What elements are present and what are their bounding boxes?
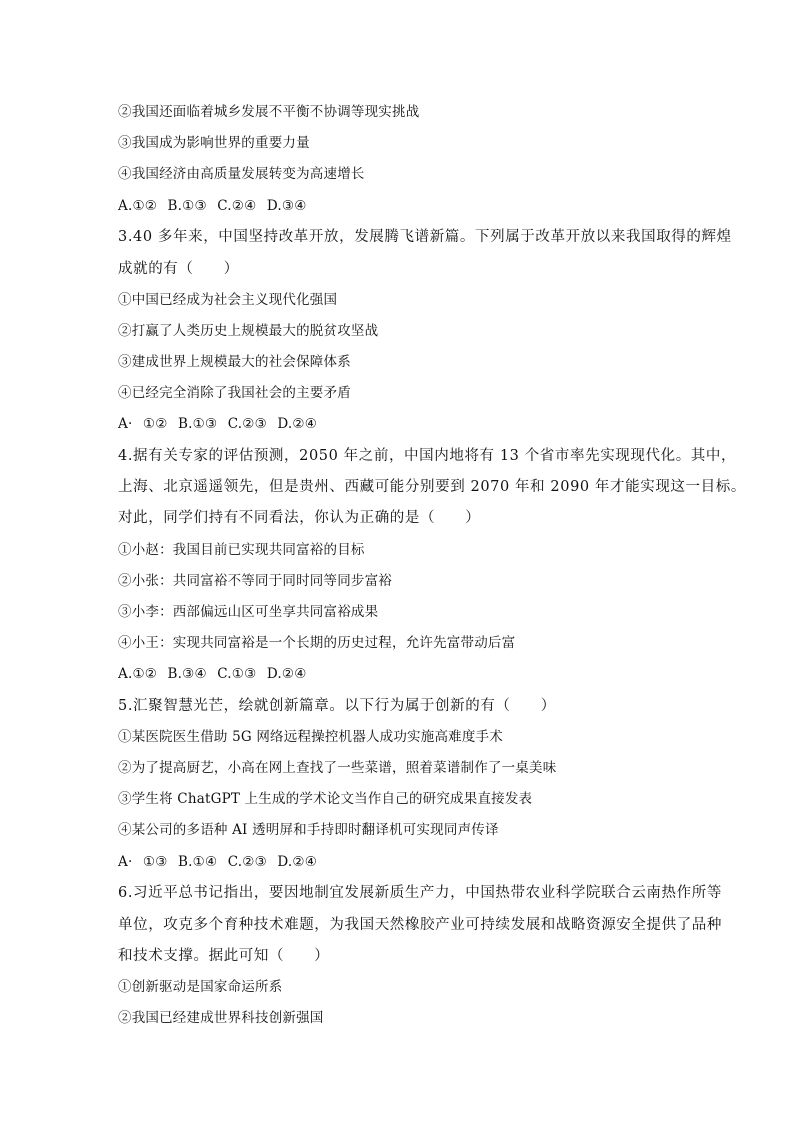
option-line: ①创新驱动是国家命运所系 — [118, 979, 283, 995]
option-line: ②小张：共同富裕不等同于同时同等同步富裕 — [118, 573, 392, 589]
option-line: ①中国已经成为社会主义现代化强国 — [118, 292, 338, 308]
question-stem-3-cont: 成就的有（ ） — [118, 261, 239, 277]
question-stem-6: 6.习近平总书记指出，要因地制宜发展新质生产力，中国热带农业科学院联合云南热作所等 — [118, 885, 722, 901]
option-line: ③学生将 ChatGPT 上生成的学术论文当作自己的研究成果直接发表 — [118, 791, 533, 807]
question-stem-5: 5.汇聚智慧光芒，绘就创新篇章。以下行为属于创新的有（ ） — [118, 698, 556, 714]
option-line: ②打赢了人类历史上规模最大的脱贫攻坚战 — [118, 323, 379, 339]
question-stem-4-cont: 上海、北京遥遥领先，但是贵州、西藏可能分别要到 2070 年和 2090 年才能实现这一目标。 — [118, 479, 746, 495]
option-line: ③建成世界上规模最大的社会保障体系 — [118, 354, 351, 370]
option-line: ①小赵：我国目前已实现共同富裕的目标 — [118, 542, 365, 558]
option-line: ④我国经济由高质量发展转变为高速增长 — [118, 166, 365, 182]
question-stem-6-cont: 单位，攻克多个育种技术难题，为我国天然橡胶产业可持续发展和战略资源安全提供了品种 — [118, 917, 722, 933]
question-stem-6-cont: 和技术支撑。据此可知（ ） — [118, 948, 330, 964]
option-line: ③我国成为影响世界的重要力量 — [118, 135, 310, 151]
option-line: ④小王：实现共同富裕是一个长期的历史过程，允许先富带动后富 — [118, 635, 516, 651]
question-stem-4-cont: 对此，同学们持有不同看法，你认为正确的是（ ） — [118, 510, 481, 526]
option-line: ③小李：西部偏远山区可坐享共同富裕成果 — [118, 604, 379, 620]
option-line: ②为了提高厨艺，小高在网上查找了一些菜谱，照着菜谱制作了一桌美味 — [118, 760, 557, 776]
option-line: ②我国还面临着城乡发展不平衡不协调等现实挑战 — [118, 104, 420, 120]
answer-choices: A.①② B.③④ C.①③ D.②④ — [118, 666, 307, 682]
answer-choices: A.①② B.①③ C.②④ D.③④ — [118, 198, 307, 214]
option-line: ①某医院医生借助 5G 网络远程操控机器人成功实施高难度手术 — [118, 729, 503, 745]
option-line: ④已经完全消除了我国社会的主要矛盾 — [118, 385, 351, 401]
option-line: ②我国已经建成世界科技创新强国 — [118, 1010, 324, 1026]
answer-choices: A· ①② B.①③ C.②③ D.②④ — [118, 416, 318, 432]
option-line: ④某公司的多语种 AI 透明屏和手持即时翻译机可实现同声传译 — [118, 822, 499, 838]
question-stem-4: 4.据有关专家的评估预测，2050 年之前，中国内地将有 13 个省市率先实现现代化。其中， — [118, 448, 737, 464]
question-stem-3: 3.40 多年来，中国坚持改革开放，发展腾飞谱新篇。下列属于改革开放以来我国取得的辉煌 — [118, 229, 732, 245]
answer-choices: A· ①③ B.①④ C.②③ D.②④ — [118, 854, 318, 870]
